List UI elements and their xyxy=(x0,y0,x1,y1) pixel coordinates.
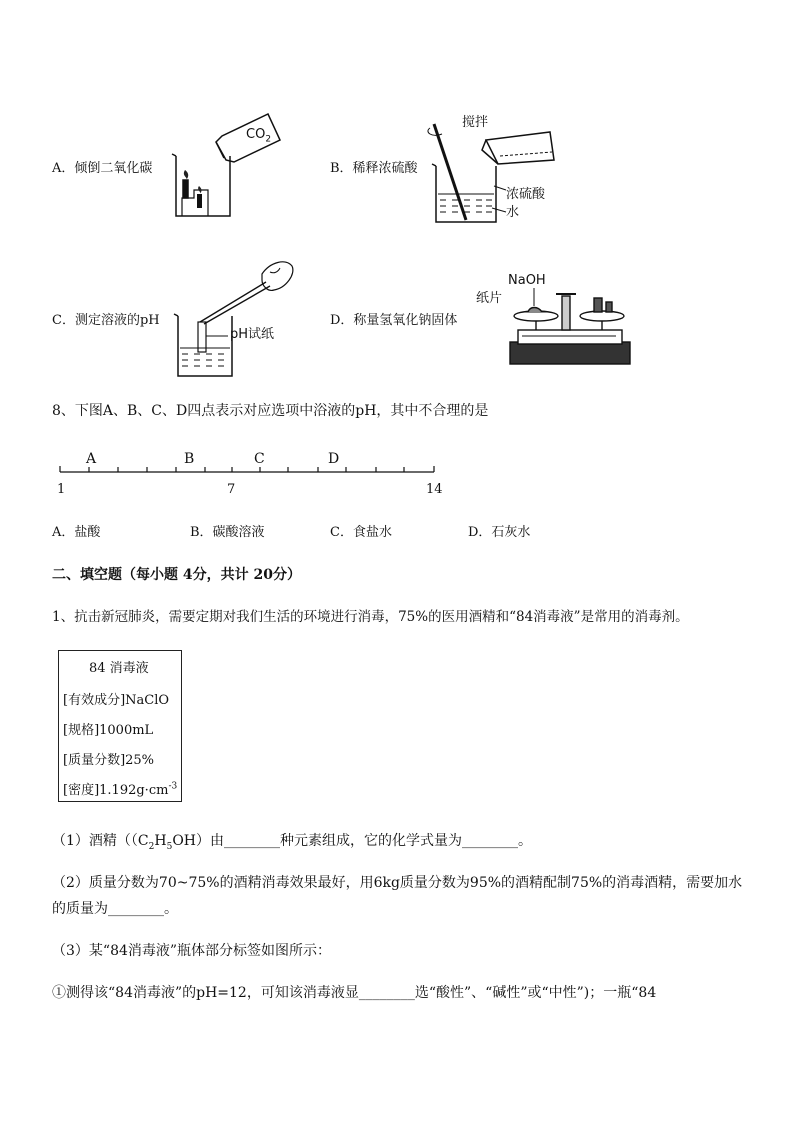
disinfectant-label xyxy=(58,650,182,802)
label-row-1: [有效成分]NaClO xyxy=(63,693,170,708)
tick-label-14: 14 xyxy=(426,482,443,497)
q8-option-a: A．盐酸 xyxy=(52,525,101,540)
label-row-4 xyxy=(63,779,177,798)
q1-sub-5: 5 xyxy=(166,841,173,852)
co2-text: CO xyxy=(246,127,266,142)
figure-balance xyxy=(508,276,638,376)
p1-q2-line1: （2）质量分数为70~75%的酒精消毒效果最好，用6kg质量分数为95%的酒精配制75%的消毒酒精，需要加水 xyxy=(52,875,743,891)
option-d-label: D．称量氢氧化钠固体 xyxy=(330,313,458,328)
q1-text-a: （1）酒精（（C xyxy=(52,833,149,849)
figure-measure-ph xyxy=(170,252,310,382)
point-d: D xyxy=(328,451,340,467)
tick-label-1: 1 xyxy=(57,482,66,497)
q1-text-b: OH）由________种元素组成，它的化学式量为________。 xyxy=(172,833,532,849)
p1-q1 xyxy=(52,832,532,856)
p1-q2-line2: 的质量为________。 xyxy=(52,901,178,917)
q8-option-b: B．碳酸溶液 xyxy=(190,525,265,540)
q1-text-h: H xyxy=(154,833,167,849)
label-density-exp: -3 xyxy=(168,781,178,792)
stir-label: 搅拌 xyxy=(462,115,489,130)
water-label: 水 xyxy=(506,205,520,220)
p1-q3-1: ①测得该“84消毒液”的pH=12，可知该消毒液显________选“酸性”、“碱性”或“中性”)；一瓶“84 xyxy=(52,985,657,1001)
q1-sub-2: 2 xyxy=(148,841,155,852)
section-title: 二、填空题（每小题 4分，共计 20分） xyxy=(52,567,301,583)
figure-dilute-acid xyxy=(428,116,558,226)
p1-q3: （3）某“84消毒液”瓶体部分标签如图所示： xyxy=(52,943,332,959)
q8-option-c: C．食盐水 xyxy=(330,525,392,540)
point-a: A xyxy=(86,451,97,467)
label-title: 84 消毒液 xyxy=(89,661,149,676)
paper-sheet-label: 纸片 xyxy=(476,291,503,306)
ph-paper-label: pH试纸 xyxy=(230,327,275,342)
label-density: [密度]1.192g·cm xyxy=(63,783,169,798)
label-row-2: [规格]1000mL xyxy=(63,723,154,738)
point-b: B xyxy=(184,451,195,467)
option-a-label: A．倾倒二氧化碳 xyxy=(52,161,153,176)
co2-label xyxy=(246,126,271,149)
naoh-label: NaOH xyxy=(508,273,546,288)
label-row-3: [质量分数]25% xyxy=(63,753,155,768)
option-b-label: B．稀释浓硫酸 xyxy=(330,161,418,176)
co2-subscript: 2 xyxy=(265,134,272,145)
conc-acid-label: 浓硫酸 xyxy=(506,187,546,202)
q8-option-d: D．石灰水 xyxy=(468,525,531,540)
p1-stem: 1、抗击新冠肺炎，需要定期对我们生活的环境进行消毒，75%的医用酒精和“84消毒液”是常用的消毒剂。 xyxy=(52,609,689,625)
option-c-label: C．测定溶液的pH xyxy=(52,313,160,328)
q8-stem: 8、下图A、B、C、D四点表示对应选项中浴液的pH，其中不合理的是 xyxy=(52,403,489,419)
tick-label-7: 7 xyxy=(227,482,236,497)
point-c: C xyxy=(254,451,265,467)
